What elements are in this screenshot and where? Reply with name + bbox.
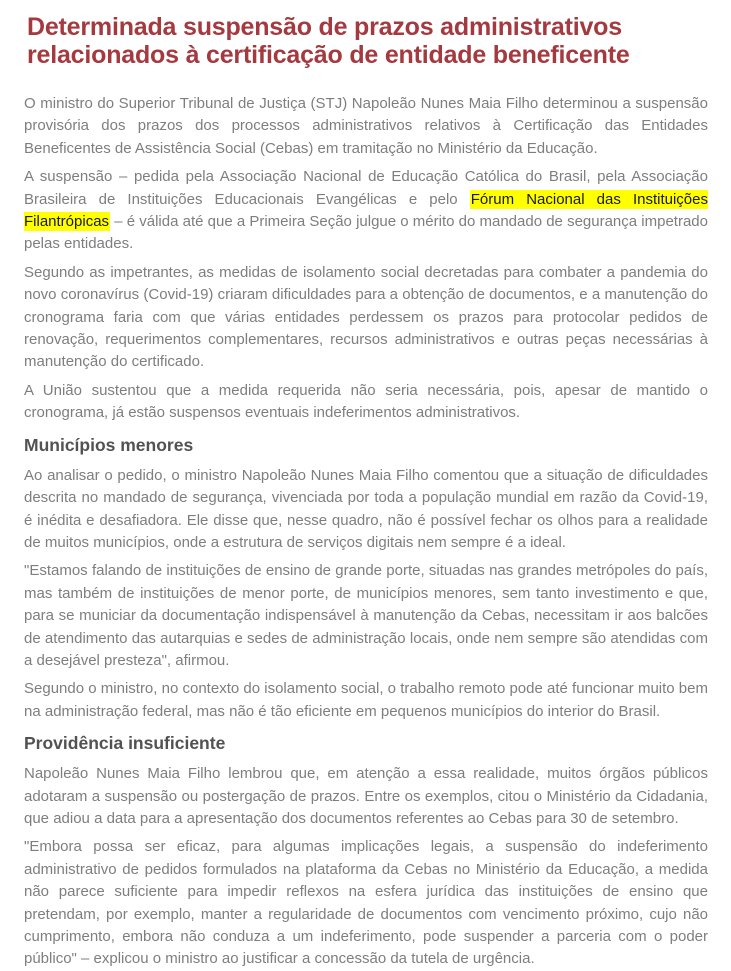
paragraph-intro: O ministro do Superior Tribunal de Justiça (STJ) Napoleão Nunes Maia Filho determinou a suspensão provisória dos prazos dos processos administrativos relativos à Certificação das Entidades Beneficentes de Assistência Social (Cebas) em tramitação no Ministério da Educação. [24,95,708,157]
paragraph-uniao: A União sustentou que a medida requerida não seria necessária, pois, apesar de mantido o cronograma, já estão suspensos eventuais indeferimentos administrativos. [24,381,708,422]
paragraph-citacao-tutela: "Embora possa ser eficaz, para algumas implicações legais, a suspensão do indeferimento administrativo de pedidos formulados na plataforma da Cebas no Ministério da Educação, a medida não parece suficiente para impedir reflexos na esfera jurídica das instituições de ensino que pretendam, por exemplo, manter a regularidade de documentos com vencimento próximo, cujo não cumprimento, embora não conduza a um indeferimento, pode suspender a parceria com o poder público" – explicou o ministro ao justificar a concessão da tutela de urgência. [24,838,708,968]
paragraph-impetrantes: Segundo as impetrantes, as medidas de isolamento social decretadas para combater a pandemia do novo coronavírus (Covid-19) criaram dificuldades para a obtenção de documentos, e a manutenção do cronograma faria com que várias entidades perdessem os prazos para protocolar pedidos de renovação, requerimentos complementares, recursos administrativos e outras peças necessárias à manutenção do certificado. [24,263,708,371]
paragraph-analise-pedido: Ao analisar o pedido, o ministro Napoleão Nunes Maia Filho comentou que a situação de dificuldades descrita no mandado de segurança, vivenciada por toda a população mundial em razão da Covid-19, é inédita e desafiadora. Ele disse que, nesse quadro, não é possível fechar os olhos para a realidade de muitos municípios, onde a estrutura de serviços digitais nem sempre é a ideal. [24,466,708,551]
paragraph-suspension-before: A suspensão – pedida pela Associação Nacional de Educação Católica do Brasil, pela Associação Brasileira de Instituições Educacionais Evangélicas e pelo [24,168,708,208]
section-heading-providencia-insuficiente: Providência insuficiente [24,733,226,754]
article-title: Determinada suspensão de prazos administrativos relacionados à certificação de entidade beneficente [27,13,630,69]
paragraph-citacao-instituicoes: "Estamos falando de instituições de ensino de grande porte, situadas nas grandes metrópoles do país, mas também de instituições de menor porte, de municípios menores, sem tanto investimento e que, para se municiar da documentação indispensável à manutenção da Cebas, necessitam ir aos balcões de atendimento das autarquias e sedes de administração locais, onde nem sempre são atendidas com a desejável presteza", afirmou. [24,562,708,669]
paragraph-orgaos-publicos: Napoleão Nunes Maia Filho lembrou que, em atenção a essa realidade, muitos órgãos públicos adotaram a suspensão ou postergação de prazos. Entre os exemplos, citou o Ministério da Cidadania, que adiou a data para a apresentação dos documentos referentes ao Cebas para 30 de setembro. [24,765,708,827]
paragraph-suspension [24,166,708,256]
section-heading-municipios-menores: Municípios menores [24,434,194,455]
paragraph-trabalho-remoto: Segundo o ministro, no contexto do isolamento social, o trabalho remoto pode até funcionar muito bem na administração federal, mas não é tão eficiente em pequenos municípios do interior do Brasil. [24,680,708,720]
paragraph-suspension-after: – é válida até que a Primeira Seção julgue o mérito do mandado de segurança impetrado pelas entidades. [24,213,708,253]
highlighted-text: Fórum Nacional das Instituições Filantrópicas [24,190,708,231]
